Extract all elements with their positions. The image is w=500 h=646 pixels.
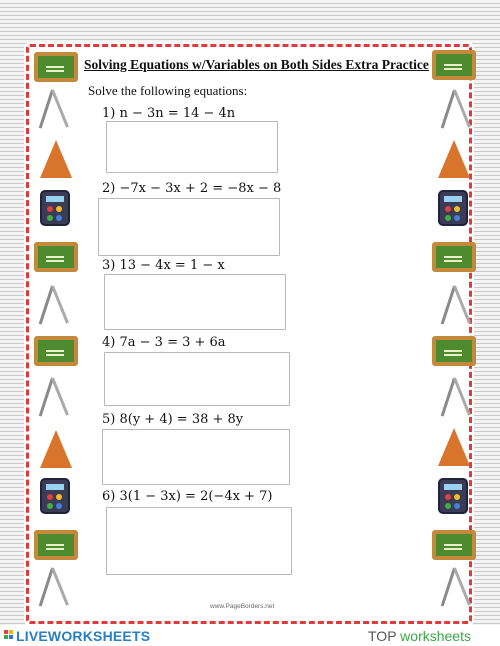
- worksheet-title: Solving Equations w/Variables on Both Sides Extra Practice: [84, 57, 429, 72]
- triangle-ruler-icon: [438, 140, 470, 178]
- triangle-ruler-icon: [40, 430, 72, 468]
- answer-box-2[interactable]: [98, 198, 280, 256]
- triangle-ruler-icon: [438, 428, 470, 466]
- compass-icon: [440, 90, 470, 130]
- problem-6: [102, 489, 272, 504]
- liveworksheets-logo-icon: [4, 630, 14, 640]
- problem-1: [102, 106, 235, 121]
- problem-5: [102, 412, 243, 427]
- problem-equation: n − 3n = 14 − 4n: [119, 106, 236, 121]
- chalkboard-icon: [432, 242, 476, 272]
- chalkboard-icon: [34, 52, 78, 82]
- problem-equation: −7x − 3x + 2 = −8x − 8: [119, 181, 282, 196]
- answer-box-6[interactable]: [106, 507, 292, 575]
- problem-equation: 7a − 3 = 3 + 6a: [119, 335, 226, 350]
- chalkboard-icon: [34, 242, 78, 272]
- compass-icon: [440, 378, 470, 418]
- problem-3: [102, 258, 225, 273]
- problem-4: [102, 335, 226, 350]
- problem-equation: 8(y + 4) = 38 + 8y: [119, 412, 244, 427]
- problem-equation: 3(1 − 3x) = 2(−4x + 7): [119, 489, 273, 504]
- problem-number: 1): [102, 106, 116, 121]
- top-logo-suffix: worksheets: [400, 628, 471, 644]
- calculator-icon: [438, 478, 468, 514]
- footer-url: www.PageBorders.net: [210, 603, 275, 610]
- compass-icon: [38, 286, 68, 326]
- chalkboard-icon: [432, 530, 476, 560]
- answer-box-4[interactable]: [104, 352, 290, 406]
- chalkboard-icon: [432, 336, 476, 366]
- compass-icon: [440, 568, 470, 608]
- problem-number: 5): [102, 412, 116, 427]
- top-worksheets-logo[interactable]: [368, 628, 471, 644]
- problem-number: 3): [102, 258, 116, 273]
- top-logo-prefix: TOP: [368, 628, 397, 644]
- compass-icon: [38, 90, 68, 130]
- answer-box-3[interactable]: [104, 274, 286, 330]
- problem-2: [102, 181, 281, 196]
- calculator-icon: [40, 190, 70, 226]
- triangle-ruler-icon: [40, 140, 72, 178]
- problem-number: 2): [102, 181, 116, 196]
- chalkboard-icon: [432, 50, 476, 80]
- calculator-icon: [40, 478, 70, 514]
- compass-icon: [38, 568, 68, 608]
- chalkboard-icon: [34, 530, 78, 560]
- instructions-text: Solve the following equations:: [88, 83, 248, 98]
- answer-box-5[interactable]: [102, 429, 290, 485]
- problem-number: 4): [102, 335, 116, 350]
- liveworksheets-logo[interactable]: LIVEWORKSHEETS: [16, 628, 151, 644]
- chalkboard-icon: [34, 336, 78, 366]
- compass-icon: [440, 286, 470, 326]
- problem-number: 6): [102, 489, 116, 504]
- answer-box-1[interactable]: [106, 121, 278, 173]
- calculator-icon: [438, 190, 468, 226]
- problem-equation: 13 − 4x = 1 − x: [119, 258, 225, 273]
- compass-icon: [38, 378, 68, 418]
